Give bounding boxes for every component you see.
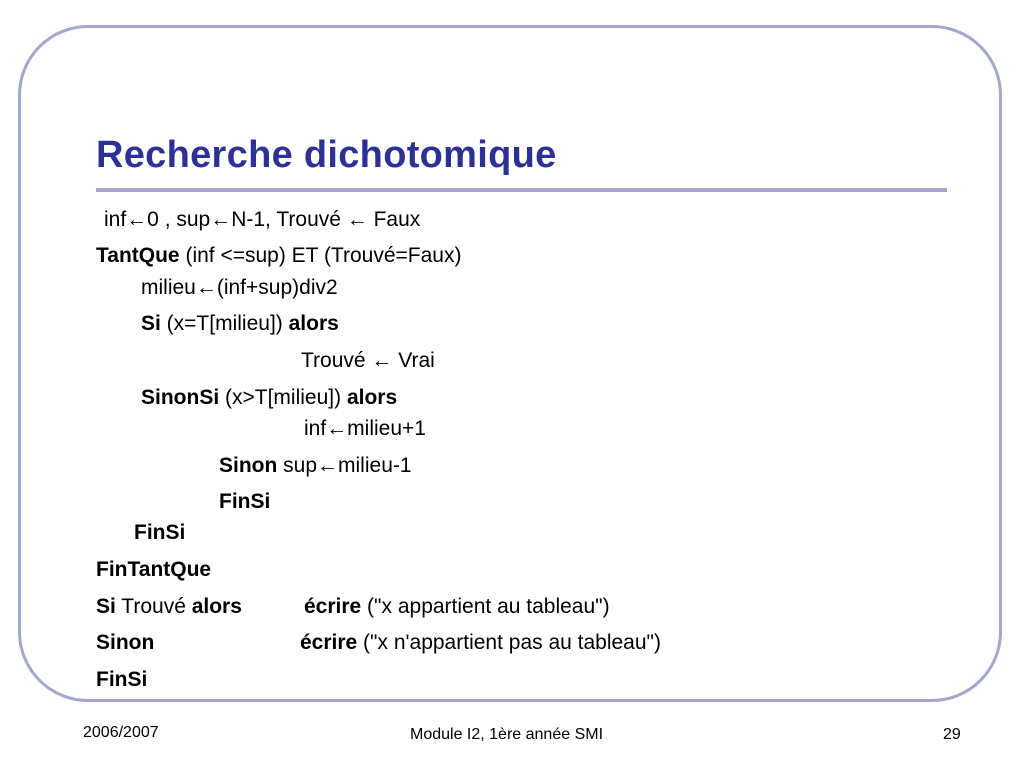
page-number: 29 — [943, 726, 961, 743]
elseif-condition: (x>T[milieu]) — [219, 386, 347, 409]
line-found: Trouvé ← Vrai — [301, 349, 435, 372]
keyword-ecrire: écrire — [304, 595, 362, 618]
not-found-message: ("x n'appartient pas au tableau") — [357, 631, 661, 654]
line-result-endif: FinSi — [96, 668, 148, 691]
result-condition: Trouvé — [115, 595, 192, 618]
line-milieu: milieu←(inf+sup)div2 — [141, 276, 338, 299]
line-endwhile: FinTantQue — [96, 558, 212, 581]
sup-update: sup←milieu-1 — [277, 454, 412, 477]
line-while — [96, 243, 461, 269]
keyword-sinon: Sinon — [219, 454, 278, 477]
keyword-si: Si — [141, 312, 161, 335]
footer-course: Module I2, 1ère année SMI — [410, 726, 604, 743]
keyword-alors-3: alors — [191, 595, 242, 618]
while-condition: (inf <=sup) ET (Trouvé=Faux) — [179, 244, 462, 267]
keyword-si-2: Si — [96, 595, 116, 618]
footer-date: 2006/2007 — [83, 724, 159, 741]
keyword-alors-2: alors — [346, 386, 398, 409]
keyword-tantque: TantQue — [96, 244, 180, 267]
line-if — [141, 311, 339, 337]
line-result-else: Sinon — [96, 631, 155, 654]
found-message: ("x appartient au tableau") — [361, 595, 610, 618]
line-endif-outer: FinSi — [134, 521, 186, 544]
keyword-alors: alors — [288, 312, 339, 335]
if-condition: (x=T[milieu]) — [160, 312, 289, 335]
line-inf-update: inf←milieu+1 — [304, 417, 426, 440]
line-endif-inner: FinSi — [219, 490, 271, 513]
keyword-sinonsi: SinonSi — [141, 386, 220, 409]
slide-title: Recherche dichotomique — [96, 134, 557, 176]
line-init: inf←0 , sup←N-1, Trouvé ← Faux — [104, 208, 421, 231]
line-result-if — [96, 594, 242, 620]
line-else — [219, 453, 412, 479]
title-underline — [96, 188, 947, 192]
line-result-write-not-found — [300, 630, 661, 656]
keyword-ecrire-2: écrire — [300, 631, 358, 654]
line-result-write-found — [304, 594, 610, 620]
line-elseif — [141, 385, 397, 411]
